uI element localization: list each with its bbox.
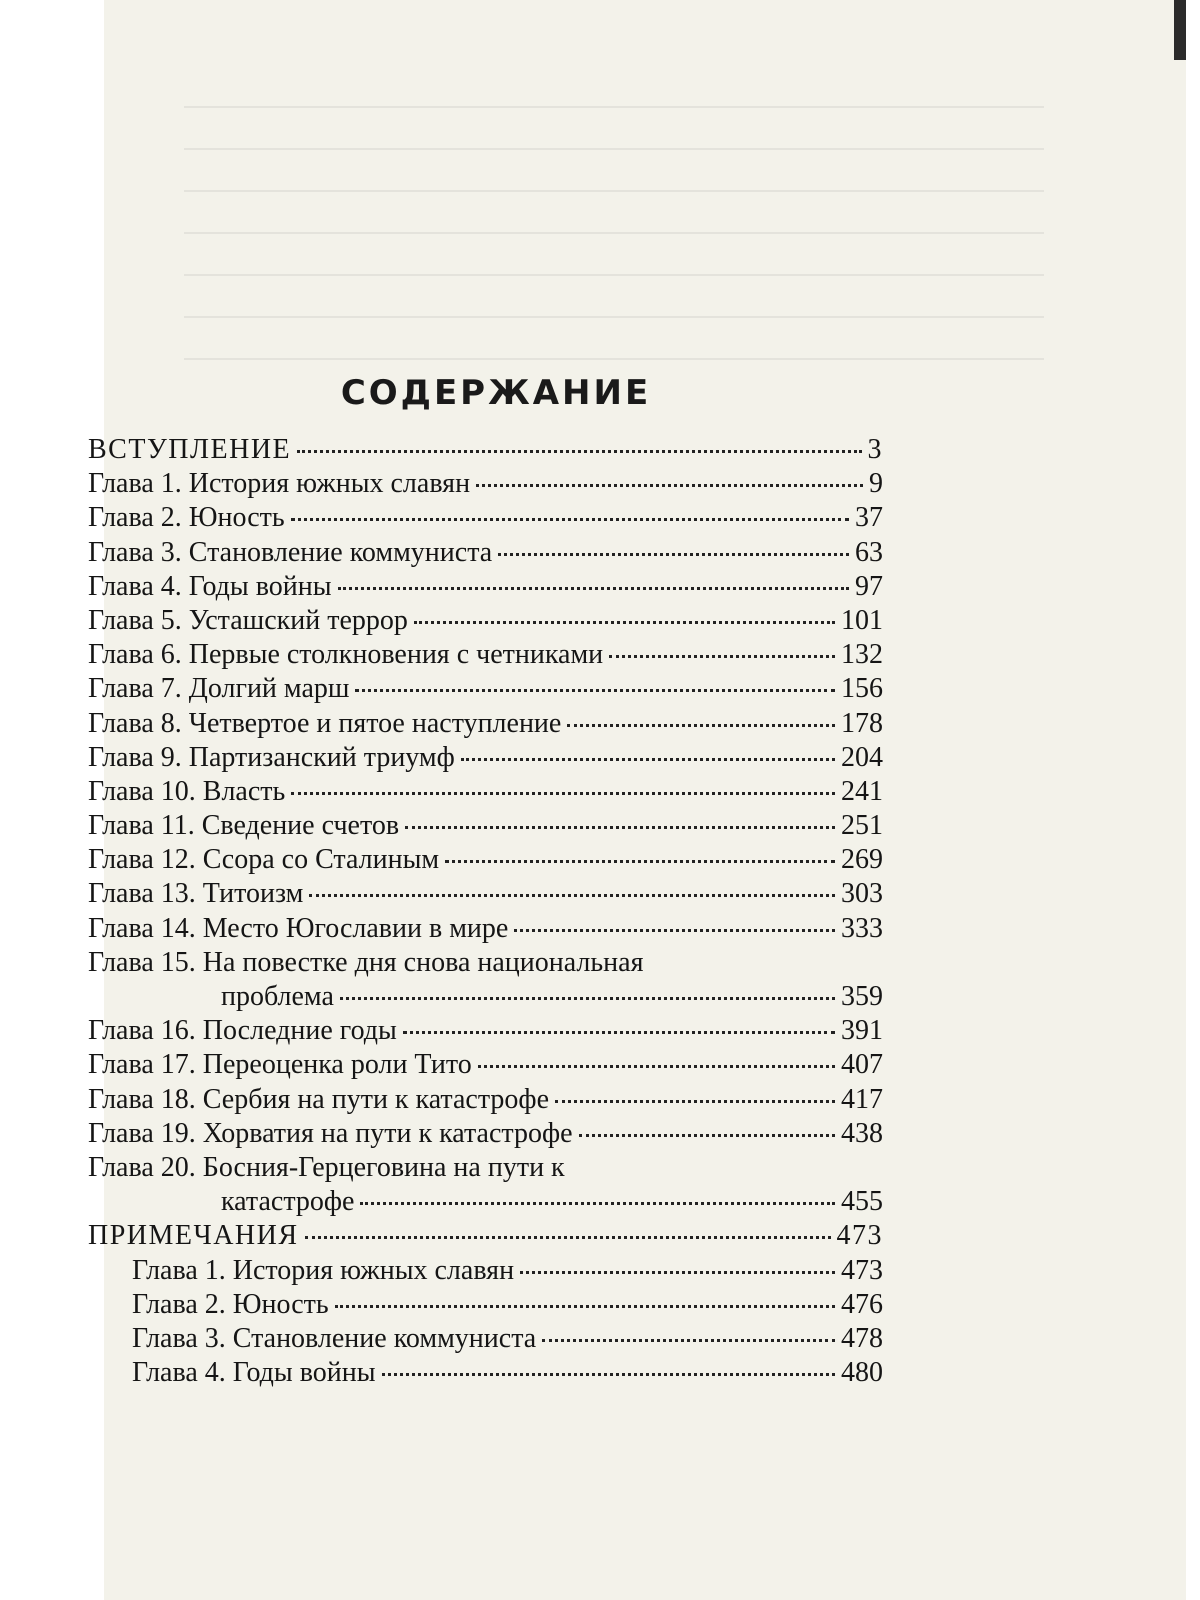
toc-entry — [88, 1254, 883, 1288]
toc-entry — [88, 672, 883, 706]
leader-dots — [340, 997, 835, 1000]
toc-entry-label: ПРИМЕЧАНИЯ — [88, 1220, 299, 1252]
toc-entry — [88, 980, 883, 1014]
toc-page-number: 473 — [841, 1254, 883, 1286]
toc-page-number: 178 — [841, 707, 883, 739]
toc-entry — [88, 638, 883, 672]
toc-entry — [88, 433, 883, 467]
toc-entry-label: Глава 14. Место Югославии в мире — [88, 912, 509, 944]
toc-page-number: 455 — [841, 1186, 883, 1218]
leader-dots — [360, 1202, 835, 1205]
show-through-text — [184, 70, 1044, 400]
toc-entry-label-continued: проблема — [221, 981, 334, 1012]
toc-entry — [88, 604, 883, 638]
toc-entry-label-continued: катастрофе — [221, 1186, 355, 1218]
toc-page-number: 303 — [841, 878, 883, 910]
toc-entry — [88, 570, 883, 604]
toc-entry — [88, 741, 883, 775]
toc-page-number: 476 — [841, 1288, 883, 1320]
toc-entry — [88, 775, 883, 809]
toc-entry-label: Глава 9. Партизанский триумф — [88, 741, 455, 773]
leader-dots — [567, 724, 835, 727]
toc-page-number: 391 — [841, 1015, 883, 1047]
toc-page-number: 480 — [841, 1357, 883, 1389]
leader-dots — [382, 1373, 835, 1376]
toc-entry — [88, 877, 883, 911]
toc-entry-label: Глава 13. Титоизм — [88, 878, 304, 910]
toc-page-number: 63 — [855, 536, 883, 568]
toc-entry — [88, 1322, 883, 1356]
leader-dots — [520, 1271, 835, 1274]
toc-page-number: 333 — [841, 912, 883, 944]
leader-dots — [305, 1236, 831, 1239]
leader-dots — [579, 1134, 835, 1137]
leader-dots — [461, 758, 835, 761]
toc-entry-first-line: Глава 20. Босния-Герцеговина на пути к — [88, 1151, 565, 1183]
toc-entry-label: Глава 2. Юность — [88, 502, 285, 534]
toc-entry — [88, 501, 883, 535]
toc-page-number: 269 — [841, 844, 883, 876]
toc-page-number: 97 — [855, 570, 883, 602]
toc-entry-label: Глава 2. Юность — [132, 1288, 329, 1320]
toc-page-number: 241 — [841, 775, 883, 807]
toc-entry-label: Глава 5. Усташский террор — [88, 604, 408, 636]
toc-entry — [88, 1083, 883, 1117]
toc-entry — [88, 1048, 883, 1082]
toc-entry-label: Глава 8. Четвертое и пятое наступление — [88, 707, 562, 739]
leader-dots — [555, 1100, 835, 1103]
leader-dots — [297, 450, 861, 453]
toc-entry — [88, 912, 883, 946]
toc-page-number: 359 — [841, 981, 883, 1012]
leader-dots — [338, 587, 849, 590]
toc-entry — [88, 1014, 883, 1048]
leader-dots — [291, 518, 849, 521]
toc-entry — [88, 1288, 883, 1322]
toc-page-number: 478 — [841, 1322, 883, 1354]
leader-dots — [478, 1065, 835, 1068]
toc-entry — [88, 1185, 883, 1219]
leader-dots — [476, 484, 863, 487]
toc-entry — [88, 707, 883, 741]
toc-entry-label: Глава 17. Переоценка роли Тито — [88, 1049, 472, 1081]
toc-page-number: 204 — [841, 741, 883, 773]
toc-entry-label: Глава 6. Первые столкновения с четниками — [88, 639, 604, 671]
toc-entry-label: Глава 11. Сведение счетов — [88, 810, 400, 842]
toc-page-number: 407 — [841, 1049, 883, 1081]
toc-entry-label: Глава 7. Долгий марш — [88, 673, 350, 705]
leader-dots — [309, 894, 835, 897]
toc-entry-label: Глава 4. Годы войны — [88, 570, 332, 602]
toc-page-number: 101 — [841, 604, 883, 636]
toc-entry-label: Глава 3. Становление коммуниста — [88, 536, 493, 568]
toc-entry — [88, 467, 883, 501]
toc-entry-label: Глава 12. Ссора со Сталиным — [88, 844, 440, 876]
toc-entry-label: ВСТУПЛЕНИЕ — [88, 434, 292, 465]
toc-entry — [88, 843, 883, 877]
toc-entry-label: Глава 1. История южных славян — [88, 468, 471, 500]
leader-dots — [291, 792, 835, 795]
leader-dots — [335, 1305, 835, 1308]
toc-entry — [88, 1356, 883, 1390]
leader-dots — [514, 929, 835, 932]
toc-entry-first-line: Глава 15. На повестке дня снова национальная — [88, 946, 644, 978]
toc-page-number: 417 — [841, 1083, 883, 1115]
toc-entry-label: Глава 10. Власть — [88, 775, 286, 807]
toc-page-number: 473 — [836, 1220, 883, 1252]
toc-page-number: 9 — [869, 468, 883, 500]
toc-entry — [88, 1219, 883, 1253]
table-of-contents — [88, 433, 883, 1390]
toc-entry-label: Глава 4. Годы войны — [132, 1357, 376, 1389]
toc-entry-label: Глава 16. Последние годы — [88, 1015, 397, 1047]
toc-entry — [88, 809, 883, 843]
toc-entry-label: Глава 1. История южных славян — [132, 1254, 515, 1286]
page-title: СОДЕРЖАНИЕ — [340, 372, 652, 413]
toc-entry — [88, 536, 883, 570]
toc-page-number: 132 — [841, 639, 883, 671]
leader-dots — [609, 655, 835, 658]
toc-entry-label: Глава 19. Хорватия на пути к катастрофе — [88, 1117, 573, 1149]
leader-dots — [542, 1339, 835, 1342]
toc-page-number: 3 — [867, 434, 883, 465]
toc-page-number: 438 — [841, 1117, 883, 1149]
leader-dots — [445, 860, 835, 863]
leader-dots — [403, 1031, 835, 1034]
toc-page-number: 37 — [855, 502, 883, 534]
toc-entry-label: Глава 18. Сербия на пути к катастрофе — [88, 1083, 550, 1115]
toc-page-number: 156 — [841, 673, 883, 705]
toc-entry-label: Глава 3. Становление коммуниста — [132, 1322, 537, 1354]
leader-dots — [355, 689, 835, 692]
leader-dots — [414, 621, 835, 624]
toc-entry — [88, 1117, 883, 1151]
toc-page-number: 251 — [841, 810, 883, 842]
leader-dots — [498, 553, 849, 556]
leader-dots — [405, 826, 835, 829]
page-edge-shadow — [1174, 0, 1186, 60]
